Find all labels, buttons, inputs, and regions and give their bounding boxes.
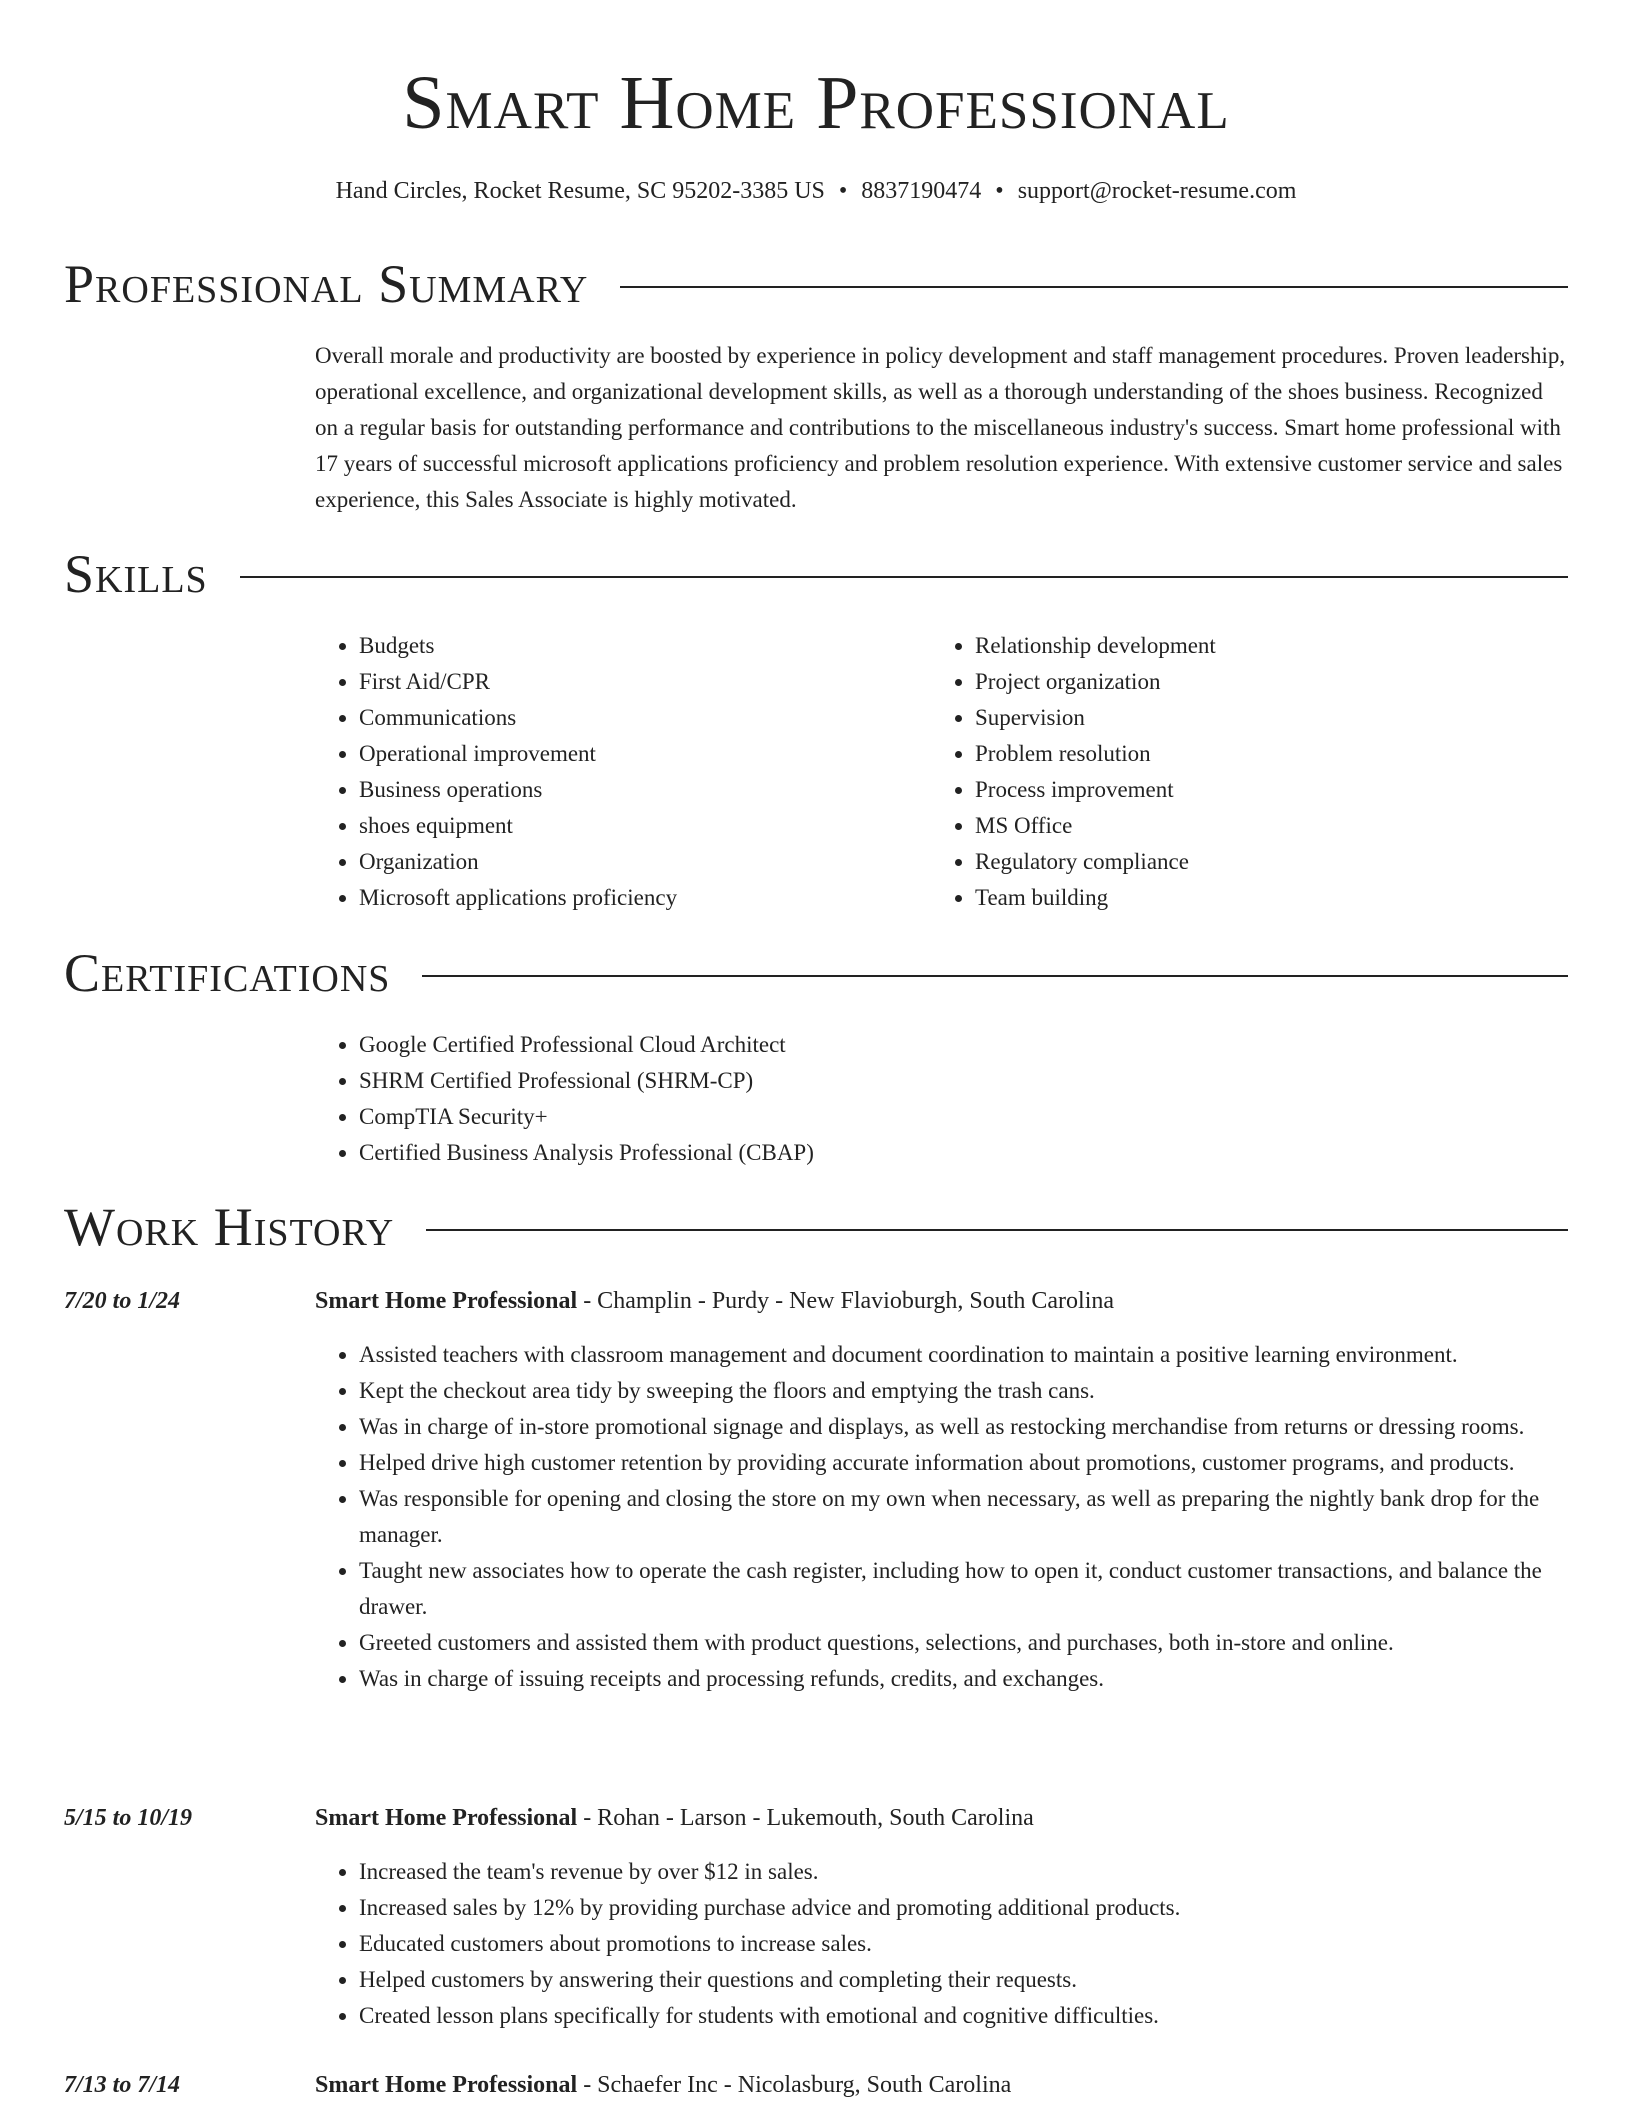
job-role: Smart Home Professional <box>315 2072 578 2098</box>
list-item: • Project organization <box>975 664 1561 700</box>
skills-column-left <box>315 628 915 916</box>
list-item: • Taught new associates how to operate the cash register, including how to open it, conduct customer transactions, and balance the drawer. <box>359 1553 1568 1625</box>
work-history-section-header <box>64 1195 1568 1259</box>
list-item: • MS Office <box>975 808 1561 844</box>
list-item: • Operational improvement <box>359 736 915 772</box>
job-role: Smart Home Professional <box>315 1288 578 1314</box>
list-item: • Budgets <box>359 628 915 664</box>
list-item: • Created lesson plans specifically for students with emotional and cognitive difficulties. <box>359 1998 1568 2034</box>
section-divider <box>620 286 1568 288</box>
phone: 8837190474 <box>861 178 982 204</box>
list-item: • Google Certified Professional Cloud Architect <box>359 1027 1215 1063</box>
list-item: • CompTIA Security+ <box>359 1099 1215 1135</box>
list-item: • Supervision <box>975 700 1561 736</box>
list-item: • Kept the checkout area tidy by sweeping the floors and emptying the trash cans. <box>359 1373 1568 1409</box>
candidate-name: Smart Home Professional <box>402 61 1230 145</box>
list-item: • Organization <box>359 844 915 880</box>
list-item: • SHRM Certified Professional (SHRM-CP) <box>359 1063 1215 1099</box>
list-item: • Microsoft applications proficiency <box>359 880 915 916</box>
list-item: • Business operations <box>359 772 915 808</box>
section-divider <box>240 576 1568 578</box>
separator: • <box>995 178 1004 204</box>
certifications-section-header <box>64 941 1568 1005</box>
list-item: • Was in charge of issuing receipts and processing refunds, credits, and exchanges. <box>359 1661 1568 1697</box>
list-item: • Increased the team's revenue by over $12 in sales. <box>359 1854 1568 1890</box>
job-duties <box>315 1854 1568 2034</box>
job-role: Smart Home Professional <box>315 1805 578 1831</box>
job-employer: - Rohan - Larson - Lukemouth, South Carolina <box>577 1805 1034 1831</box>
separator: • <box>838 178 848 204</box>
skills-column-right <box>931 628 1561 916</box>
job-title-line <box>315 1283 1568 1319</box>
list-item: • shoes equipment <box>359 808 915 844</box>
list-item: • Problem resolution <box>975 736 1561 772</box>
job-title-line <box>315 2067 1568 2103</box>
address: Hand Circles, Rocket Resume, SC 95202-3385 US <box>335 178 825 204</box>
list-item: • First Aid/CPR <box>359 664 915 700</box>
section-title-summary: Professional Summary <box>64 254 589 314</box>
list-item: • Team building <box>975 880 1561 916</box>
job-title-line <box>315 1800 1568 1836</box>
section-divider <box>422 975 1568 977</box>
list-item: • Helped customers by answering their questions and completing their requests. <box>359 1962 1568 1998</box>
job-employer: - Champlin - Purdy - New Flavioburgh, South Carolina <box>577 1288 1115 1314</box>
section-title-work-history: Work History <box>64 1197 395 1257</box>
summary-section-header <box>64 252 1568 316</box>
list-item: • Educated customers about promotions to increase sales. <box>359 1926 1568 1962</box>
list-item: • Regulatory compliance <box>975 844 1561 880</box>
list-item: • Increased sales by 12% by providing purchase advice and promoting additional products. <box>359 1890 1568 1926</box>
email: support@rocket-resume.com <box>1017 178 1297 204</box>
section-title-skills: Skills <box>64 544 208 604</box>
list-item: • Certified Business Analysis Professional (CBAP) <box>359 1135 1215 1171</box>
list-item: • Greeted customers and assisted them with product questions, selections, and purchases, both in-store and online. <box>359 1625 1568 1661</box>
list-item: • Process improvement <box>975 772 1561 808</box>
list-item: • Helped drive high customer retention by providing accurate information about promotions, customer programs, and products. <box>359 1445 1568 1481</box>
skills-section-header <box>64 542 1568 606</box>
list-item: • Was in charge of in-store promotional signage and displays, as well as restocking merchandise from returns or dressing rooms. <box>359 1409 1568 1445</box>
job-dates: 7/20 to 1/24 <box>64 1288 181 1314</box>
list-item: • Assisted teachers with classroom management and document coordination to maintain a positive learning environment. <box>359 1337 1568 1373</box>
summary-text: Overall morale and productivity are boosted by experience in policy development and staff management procedures. Proven leadership, operational excellence, and organizational development skills, as well as a thorough understanding of the shoes business. Recognized on a regular basis for outstanding performance and contributions to the miscellaneous industry's success. Smart home professional with 17 years of successful microsoft applications proficiency and problem resolution experience. With extensive customer service and sales experience, this Sales Associate is highly motivated. <box>315 343 1566 512</box>
job-dates: 7/13 to 7/14 <box>64 2072 181 2098</box>
section-divider <box>426 1229 1568 1231</box>
list-item: • Communications <box>359 700 915 736</box>
job-duties <box>315 1337 1568 1697</box>
job-dates: 5/15 to 10/19 <box>64 1805 193 1831</box>
contact-line <box>0 174 1632 208</box>
job-employer: - Schaefer Inc - Nicolasburg, South Carolina <box>577 2072 1012 2098</box>
section-title-certifications: Certifications <box>64 943 391 1003</box>
list-item: • Relationship development <box>975 628 1561 664</box>
list-item: • Was responsible for opening and closing the store on my own when necessary, as well as preparing the nightly bank drop for the manager. <box>359 1481 1568 1553</box>
certifications-list <box>315 1027 1215 1171</box>
